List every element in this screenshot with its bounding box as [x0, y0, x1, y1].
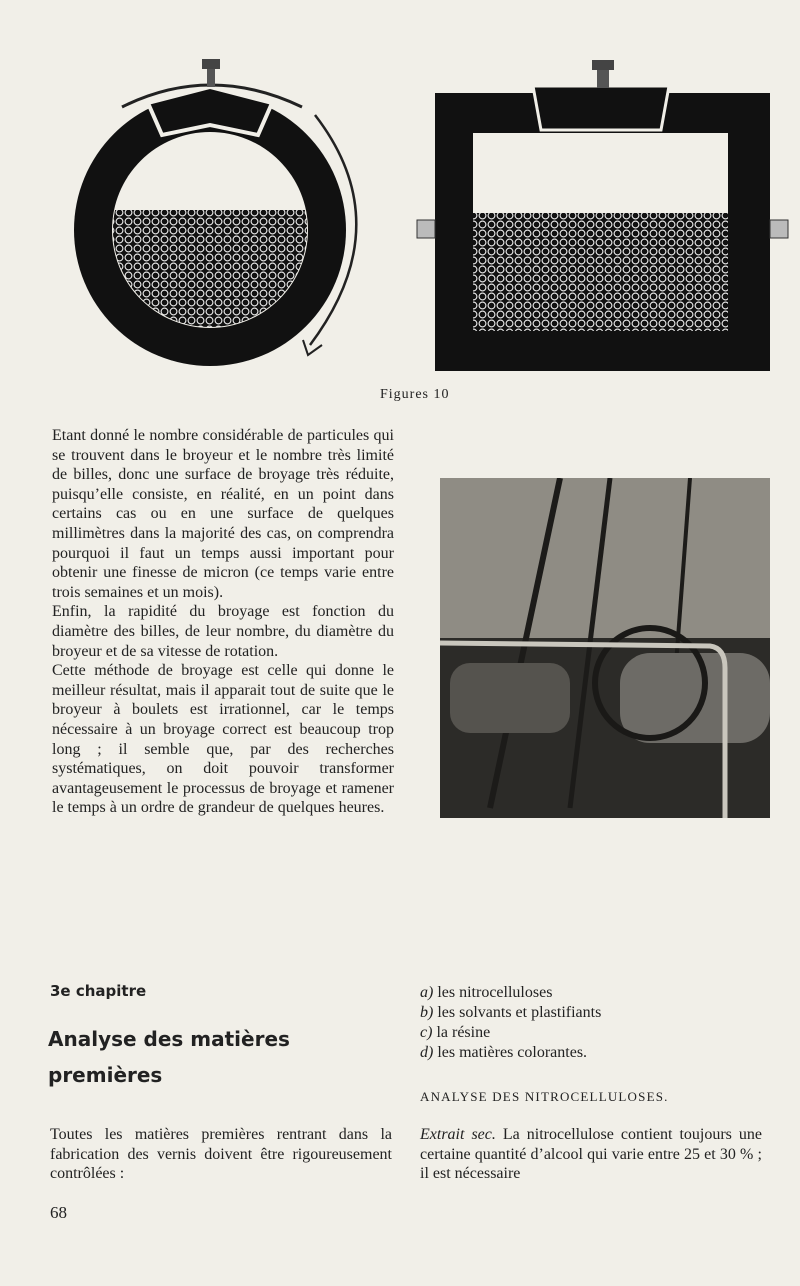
figure-caption: Figures 10 [380, 387, 450, 402]
page-number: 68 [50, 1203, 67, 1222]
section-heading: ANALYSE DES NITROCELLULOSES. [420, 1089, 669, 1104]
materials-list [420, 983, 770, 1063]
ball-mill-photograph [440, 478, 770, 818]
list-item: c) la résine [420, 1024, 491, 1041]
ball-mill-cross-section-figure [70, 55, 370, 370]
paragraph: Enfin, la rapidité du broyage est fonction du diamètre des billes, de leur nombre, du diamètre du broyeur et de sa vitesse de rotation. [52, 603, 394, 660]
paragraph: Etant donné le nombre considérable de particules qui se trouvent dans le broyeur et le nombre très limité de billes, donc une surface de broyage très réduite, puisqu’elle consiste, en réalité, en un point dans certains cas ou en une surface de quelques millimètres dans la majorité des cas, on comprendra pourquoi il faut un temps aussi important pour obtenir une finesse de micron (ce temps varie entre trois semaines et un mois). [52, 427, 394, 601]
ball-mill-side-section-figure [415, 58, 790, 373]
chapter-intro: Toutes les matières premières rentrant dans la fabrication des vernis doivent être rigoureusement contrôlées : [50, 1126, 392, 1183]
list-item: b) les solvants et plastifiants [420, 1004, 602, 1021]
left-column-text [52, 426, 394, 818]
paragraph: Cette méthode de broyage est celle qui donne le meilleur résultat, mais il apparait tout de suite que le broyeur à boulets est irrationnel, car le temps nécessaire à un broyage correct est beaucoup trop long ; il semble que, par des recherches systématiques, on doit pouvoir transformer avantageusement le processus de broyage et ramener le temps à un ordre de grandeur de quelques heures. [52, 662, 394, 817]
list-item: d) les matières colorantes. [420, 1044, 588, 1061]
section-lead: Extrait sec. [420, 1126, 496, 1143]
chapter-title: Analyse des matières premières [48, 1027, 290, 1087]
section-paragraph [420, 1125, 762, 1184]
list-item: a) les nitrocelluloses [420, 984, 553, 1001]
section-text: La nitrocellulose contient toujours une certaine quantité d’alcool qui varie entre 25 et 30 % ; il est nécessaire [420, 1126, 763, 1183]
chapter-label: 3e chapitre [50, 982, 147, 1000]
